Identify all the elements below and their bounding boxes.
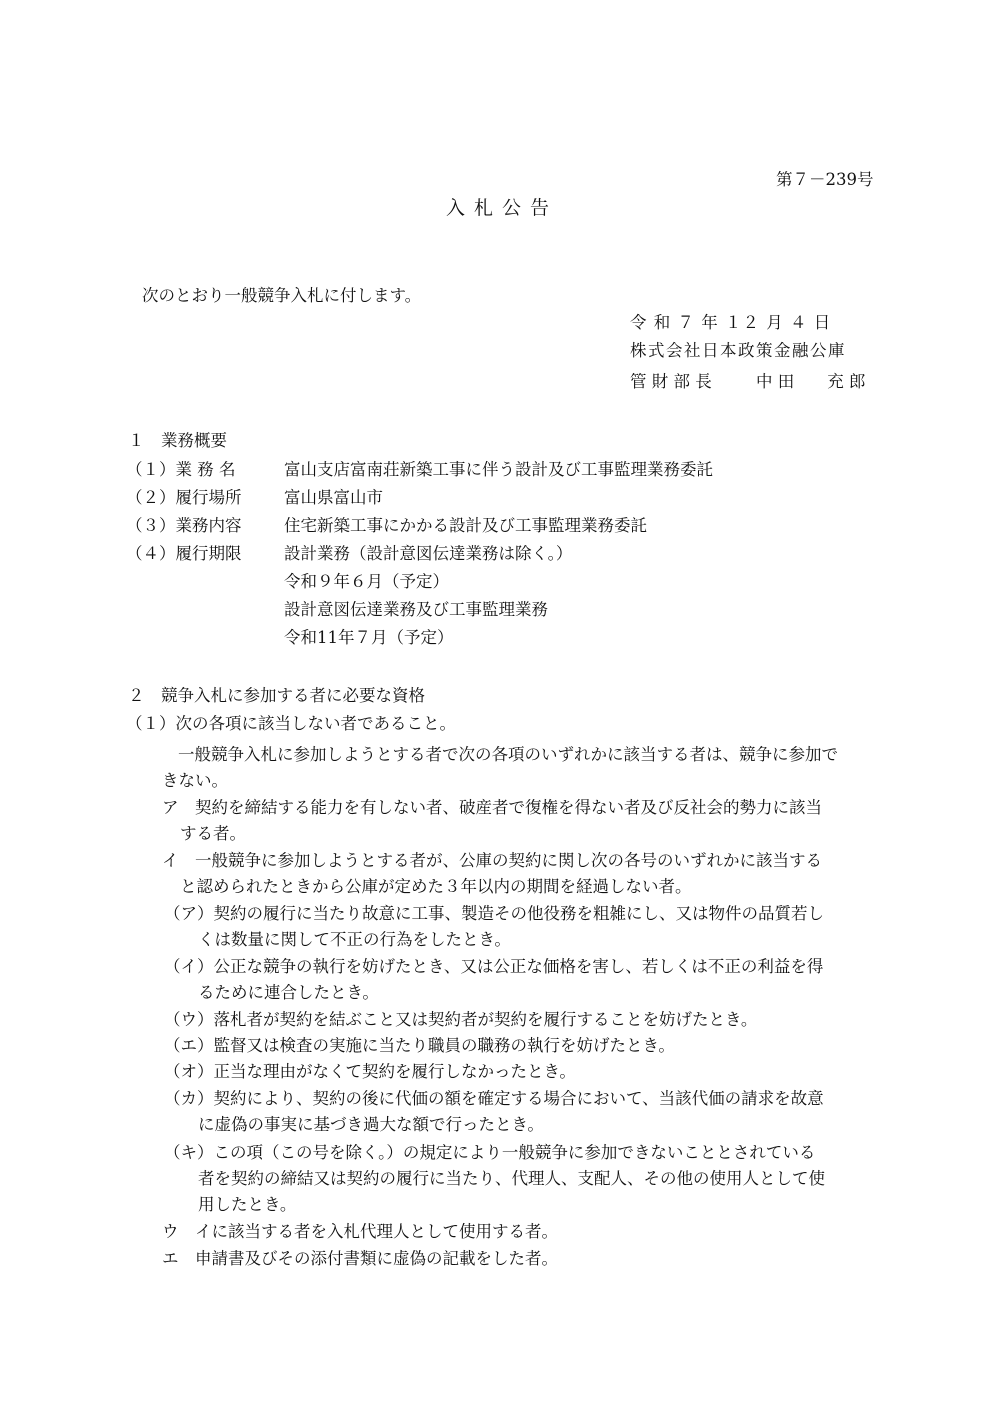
overview-label-name: （１）業 務 名 xyxy=(126,460,236,479)
qual-sub-a-cont: くは数量に関して不正の行為をしたとき。 xyxy=(198,930,511,949)
qual-item-i: イ 一般競争に参加しようとする者が、公庫の契約に関し次の各号のいずれかに該当する xyxy=(162,851,822,870)
page-title: 入札公告 xyxy=(446,197,559,219)
qual-item-u: ウ イに該当する者を入札代理人として使用する者。 xyxy=(162,1222,558,1241)
overview-value-name: 富山支店富南荘新築工事に伴う設計及び工事監理業務委託 xyxy=(284,460,713,479)
qual-paragraph: 一般競争入札に参加しようとする者で次の各項のいずれかに該当する者は、競争に参加で xyxy=(178,745,838,764)
section-heading-qualifications: ２ 競争入札に参加する者に必要な資格 xyxy=(128,686,425,705)
qual-item-a-cont: する者。 xyxy=(180,824,246,843)
period-line-3: 令和11年７月（予定） xyxy=(284,628,454,647)
section-heading-overview: １ 業務概要 xyxy=(128,431,227,450)
qual-sub-ka: （カ）契約により、契約の後に代価の額を確定する場合において、当該代価の請求を故意 xyxy=(164,1089,824,1108)
qual-sub-i: （イ）公正な競争の執行を妨げたとき、又は公正な価格を害し、若しくは不正の利益を得 xyxy=(164,957,824,976)
signer-name: 中 田 充 郎 xyxy=(756,372,866,391)
qual-sub-u: （ウ）落札者が契約を結ぶこと又は契約者が契約を履行することを妨げたとき。 xyxy=(164,1010,758,1029)
qual-sub-a: （ア）契約の履行に当たり故意に工事、製造その他役務を粗雑にし、又は物件の品質若し xyxy=(164,904,824,923)
qual-sub-ki: （キ）この項（この号を除く。）の規定により一般競争に参加できないこととされている xyxy=(164,1143,816,1162)
overview-value-location: 富山県富山市 xyxy=(284,488,383,507)
notice-number: 第７－239号 xyxy=(776,170,874,189)
overview-label-content: （３）業務内容 xyxy=(126,516,242,535)
qual-sub-i-cont: るために連合したとき。 xyxy=(198,983,379,1002)
qual-paragraph-cont: きない。 xyxy=(162,771,228,790)
notice-date: 令 和 ７ 年 １２ 月 ４ 日 xyxy=(630,313,832,332)
signer-title: 管 財 部 長 xyxy=(630,372,712,391)
company-name: 株式会社日本政策金融公庫 xyxy=(630,341,846,360)
overview-value-content: 住宅新築工事にかかる設計及び工事監理業務委託 xyxy=(284,516,647,535)
qual-item-i-cont: と認められたときから公庫が定めた３年以内の期間を経過しない者。 xyxy=(180,877,692,896)
overview-label-period: （４）履行期限 xyxy=(126,544,242,563)
overview-value-period: 設計業務（設計意図伝達業務は除く。） xyxy=(284,544,573,563)
qual-sub1: （１）次の各項に該当しない者であること。 xyxy=(126,714,456,733)
period-line-2: 設計意図伝達業務及び工事監理業務 xyxy=(284,600,548,619)
qual-sub-ka-cont: に虚偽の事実に基づき過大な額で行ったとき。 xyxy=(198,1115,544,1134)
qual-sub-ki-cont2: 用したとき。 xyxy=(198,1195,297,1214)
qual-sub-e: （エ）監督又は検査の実施に当たり職員の職務の執行を妨げたとき。 xyxy=(164,1036,675,1055)
qual-item-a: ア 契約を締結する能力を有しない者、破産者で復権を得ない者及び反社会的勢力に該当 xyxy=(162,798,822,817)
overview-label-location: （２）履行場所 xyxy=(126,488,242,507)
qual-sub-o: （オ）正当な理由がなくて契約を履行しなかったとき。 xyxy=(164,1062,576,1081)
intro-text: 次のとおり一般競争入札に付します。 xyxy=(142,286,422,305)
qual-sub-ki-cont1: 者を契約の締結又は契約の履行に当たり、代理人、支配人、その他の使用人として使 xyxy=(198,1169,825,1188)
qual-item-e: エ 申請書及びその添付書類に虚偽の記載をした者。 xyxy=(162,1249,558,1268)
period-line-1: 令和９年６月（予定） xyxy=(284,572,449,591)
